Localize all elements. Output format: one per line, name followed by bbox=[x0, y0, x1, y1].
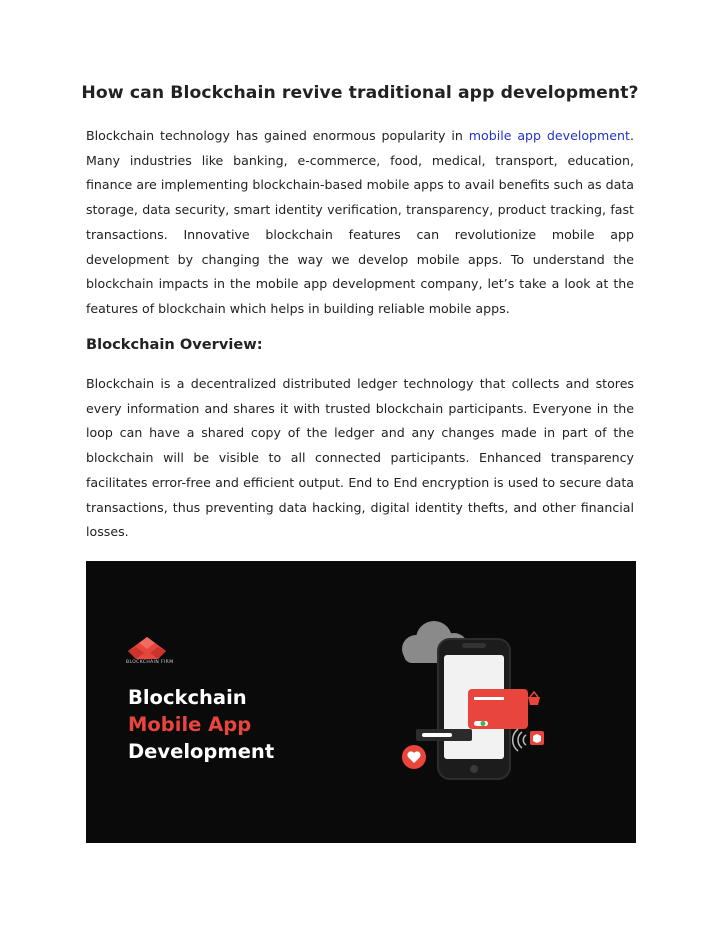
blockchain-banner-image bbox=[86, 561, 636, 843]
blockchain-logo-icon bbox=[128, 637, 166, 659]
banner-heading bbox=[128, 684, 274, 765]
banner-line-3: Development bbox=[128, 740, 275, 763]
message-bar-icon bbox=[416, 729, 472, 741]
intro-paragraph bbox=[86, 124, 634, 322]
banner-line-2: Mobile App bbox=[128, 713, 252, 736]
overview-paragraph: Blockchain is a decentralized distributed ledger technology that collects and stores every information and shares it with trusted blockchain participants. Everyone in the loop can have a shared copy of the ledger and any changes made in part of the blockchain will be visible to all connected participants. Enhanced transparency facilitates error-free and efficient output. End to End encryption is used to secure data transactions, thus preventing data hacking, digital identity thefts, and other financial losses. bbox=[86, 376, 634, 540]
page-title: How can Blockchain revive traditional app development? bbox=[81, 83, 639, 103]
section-heading: Blockchain Overview: bbox=[86, 336, 263, 353]
heart-icon bbox=[402, 745, 426, 769]
mobile-app-development-link[interactable]: mobile app development bbox=[468, 128, 630, 143]
banner-line-1: Blockchain bbox=[128, 686, 247, 709]
intro-text-end: . Many industries like banking, e-commerce, food, medical, transport, education, finance are implementing blockchain-based mobile apps to avail benefits such as data storage, data security, smart identity verification, transparency, product tracking, fast transactions. Innovative blockchain features can revolutionize mobile app development by changing the way we develop mobile apps. To understand the blockchain impacts in the mobile app development company, let’s take a look at the features of blockchain which helps in building reliable mobile apps. bbox=[86, 128, 634, 316]
credit-card-icon bbox=[468, 689, 528, 729]
shopping-basket-icon bbox=[528, 692, 540, 705]
cube-icon bbox=[530, 731, 544, 745]
intro-text-start: Blockchain technology has gained enormous popularity in bbox=[86, 128, 469, 143]
contactless-icon bbox=[513, 729, 526, 751]
logo-text: BLOCKCHAIN FIRM bbox=[126, 660, 174, 665]
mobile-app-illustration bbox=[386, 611, 556, 791]
